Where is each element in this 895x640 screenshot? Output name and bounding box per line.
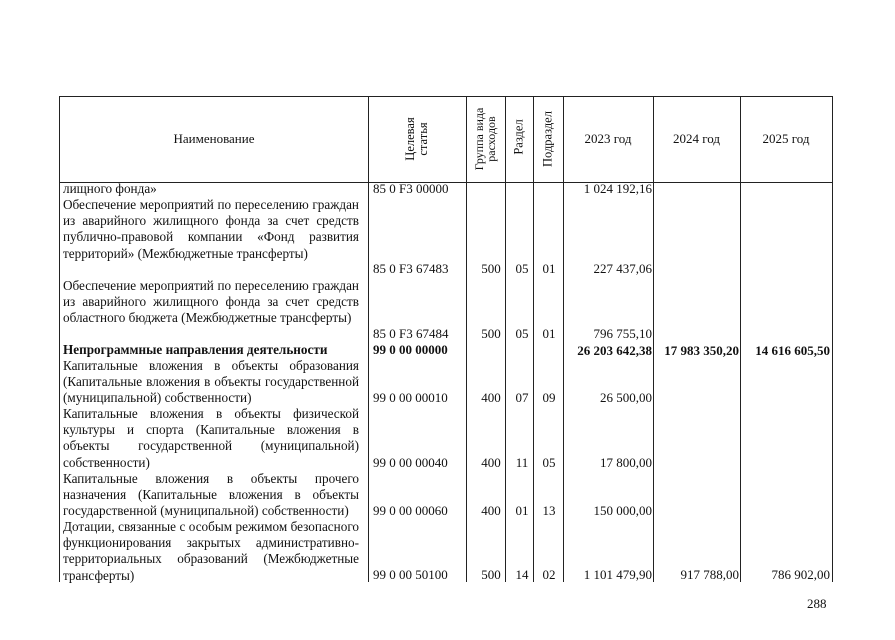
header-2023: 2023 год xyxy=(584,131,632,146)
row-code: 99 0 00 50100 xyxy=(373,567,448,582)
row-group: 500 xyxy=(481,567,501,582)
row-section: 01 xyxy=(515,503,529,518)
row-2023: 796 755,10 xyxy=(593,326,652,341)
row-2024: 917 788,00 xyxy=(680,567,739,582)
header-expense-group: Группа вида расходов xyxy=(472,107,498,171)
row-name: лищного фонда» xyxy=(63,181,157,196)
header-name: Наименование xyxy=(173,131,255,146)
header-target-article: Целевая статья xyxy=(403,117,430,161)
column-divider xyxy=(653,97,654,582)
row-group: 400 xyxy=(481,455,501,470)
row-name: Обеспечение мероприятий по переселению граждан из аварийного жилищного фонда за счет средств публично-правовой компании «Фонд развития территорий» (Межбюджетные трансферты) xyxy=(63,197,359,261)
row-2023: 26 500,00 xyxy=(600,390,652,405)
row-code: 99 0 00 00010 xyxy=(373,390,448,405)
row-section: 11 xyxy=(515,455,529,470)
row-group: 500 xyxy=(481,326,501,341)
header-2024: 2024 год xyxy=(673,131,720,146)
column-divider xyxy=(368,97,369,582)
row-code: 85 0 F3 00000 xyxy=(373,181,449,196)
row-section: 14 xyxy=(515,567,529,582)
row-2023: 150 000,00 xyxy=(593,503,652,518)
row-name: Обеспечение мероприятий по переселению граждан из аварийного жилищного фонда за счет средств областного бюджета (Межбюджетные трансферты) xyxy=(63,278,359,326)
row-2023: 26 203 642,38 xyxy=(577,343,652,358)
column-divider xyxy=(466,97,467,582)
row-subsection: 01 xyxy=(542,326,556,341)
row-name: Непрограммные направления деятельности xyxy=(63,342,328,357)
row-subsection: 09 xyxy=(542,390,556,405)
row-name: Капитальные вложения в объекты образования (Капитальные вложения в объекты государственной (муниципальной) собственности) xyxy=(63,358,359,406)
row-subsection: 01 xyxy=(542,261,556,276)
page-number: 288 xyxy=(807,596,827,611)
row-group: 500 xyxy=(481,261,501,276)
row-name: Капитальные вложения в объекты физической культуры и спорта (Капитальные вложения в объекты государственной (муниципальной) собственности) xyxy=(63,406,359,470)
budget-table xyxy=(59,96,833,582)
row-2025: 786 902,00 xyxy=(771,567,830,582)
row-code: 99 0 00 00060 xyxy=(373,503,448,518)
row-code: 99 0 00 00040 xyxy=(373,455,448,470)
row-code: 85 0 F3 67484 xyxy=(373,326,449,341)
row-subsection: 02 xyxy=(542,567,556,582)
row-2023: 17 800,00 xyxy=(600,455,652,470)
header-2025: 2025 год xyxy=(762,131,810,146)
row-subsection: 05 xyxy=(542,455,556,470)
row-group: 400 xyxy=(481,390,501,405)
row-group: 400 xyxy=(481,503,501,518)
row-code: 99 0 00 00000 xyxy=(373,342,448,357)
row-section: 05 xyxy=(515,326,529,341)
column-divider xyxy=(740,97,741,582)
header-subsection: Подраздел xyxy=(540,111,555,167)
row-2023: 1 101 479,90 xyxy=(583,567,652,582)
row-2025: 14 616 605,50 xyxy=(755,343,830,358)
row-section: 07 xyxy=(515,390,529,405)
row-2023: 227 437,06 xyxy=(593,261,652,276)
header-section: Раздел xyxy=(511,119,526,155)
row-subsection: 13 xyxy=(542,503,556,518)
row-section: 05 xyxy=(515,261,529,276)
row-code: 85 0 F3 67483 xyxy=(373,261,449,276)
row-2023: 1 024 192,16 xyxy=(583,181,652,196)
row-2024: 17 983 350,20 xyxy=(664,343,739,358)
row-name: Капитальные вложения в объекты прочего назначения (Капитальные вложения в объекты государственной (муниципальной) собственности) xyxy=(63,471,359,519)
row-name: Дотации, связанные с особым режимом безопасного функционирования закрытых административно-территориальных образований (Межбюджетные трансферты) xyxy=(63,519,359,583)
